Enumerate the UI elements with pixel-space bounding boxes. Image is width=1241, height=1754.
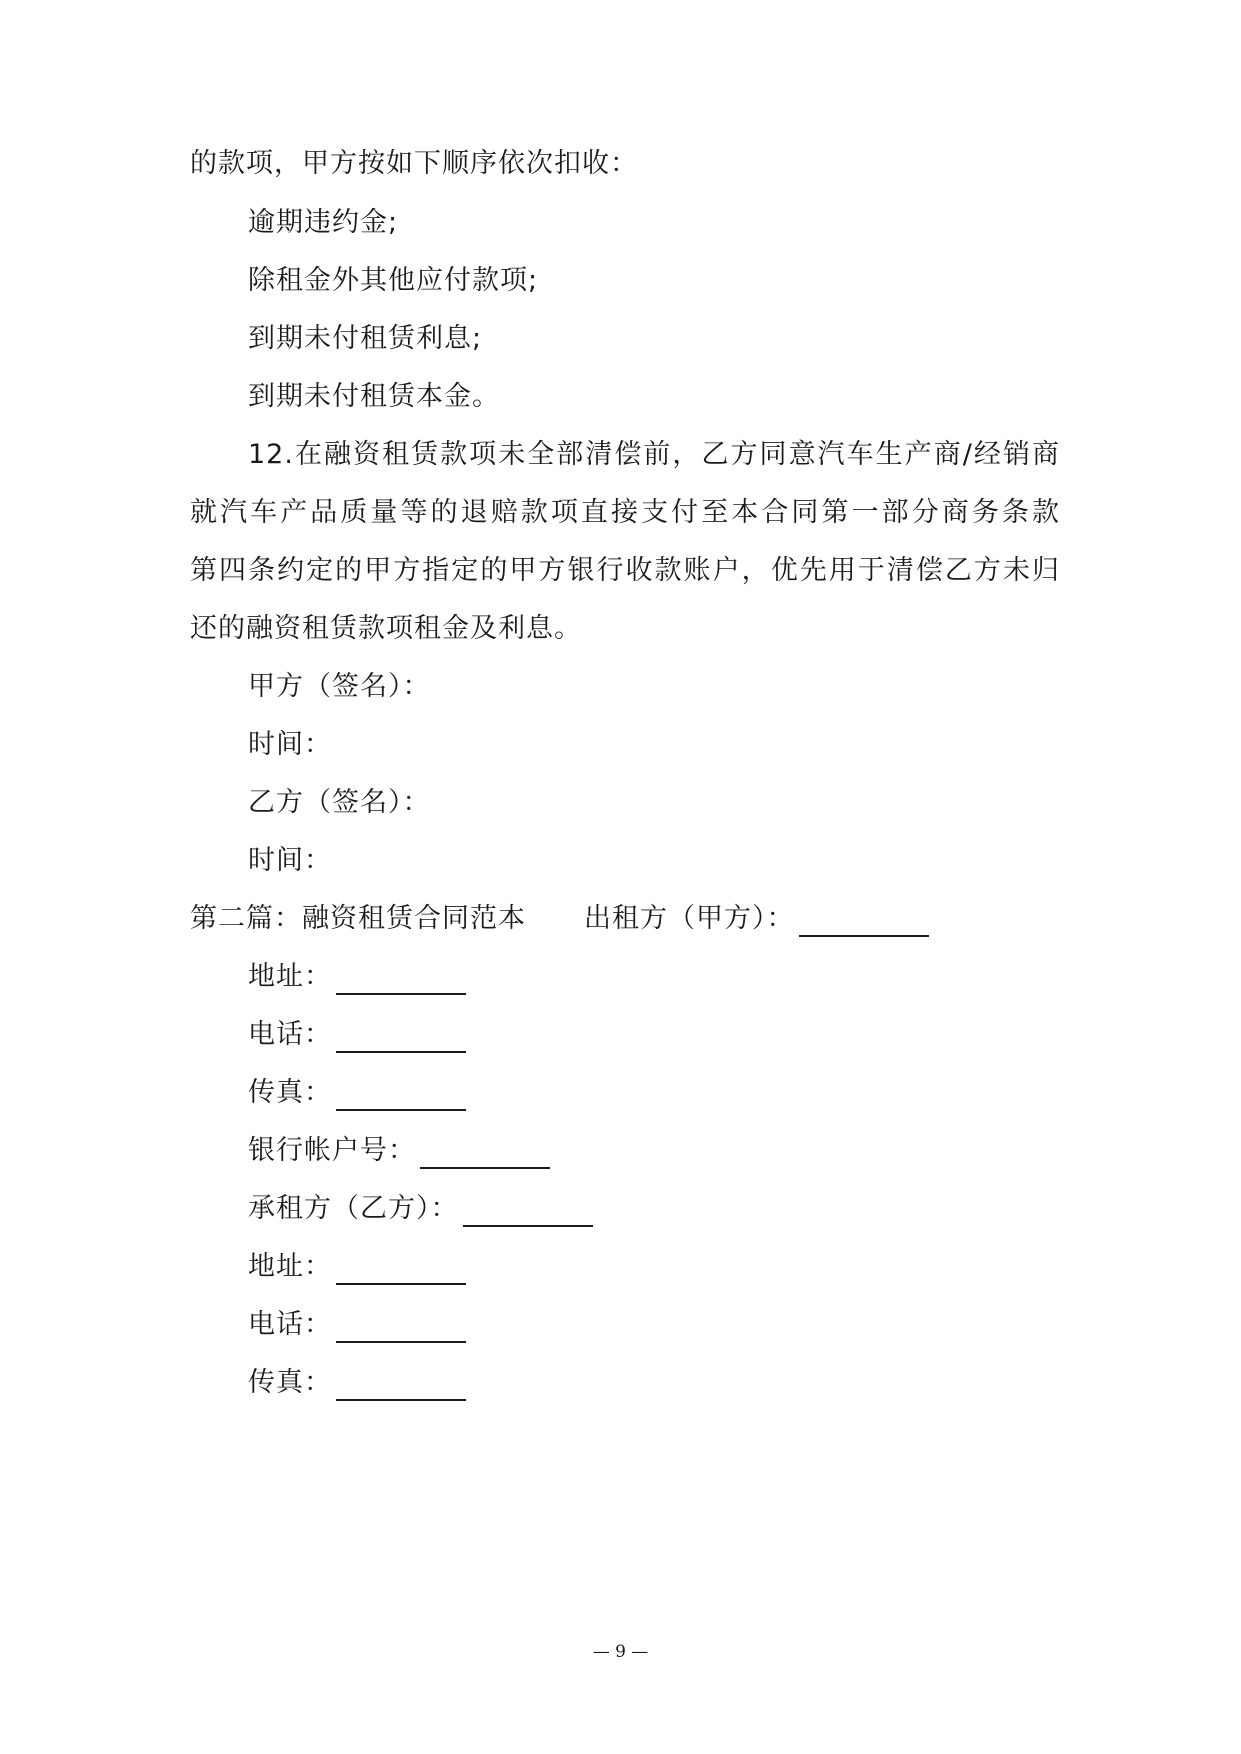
fill-blank: [336, 1079, 466, 1111]
fill-blank: [463, 1195, 593, 1227]
list-item: 到期未付租赁本金。: [248, 381, 500, 412]
field-label: 传真：: [248, 1077, 332, 1108]
fill-blank: [336, 963, 466, 995]
paragraph-12-line: 就汽车产品质量等的退赔款项直接支付至本合同第一部分商务条款: [190, 497, 1060, 528]
party-b-time: 时间：: [248, 845, 332, 876]
party-b-signature: 乙方（签名）：: [248, 787, 431, 818]
lessee-address-field: [248, 1249, 1060, 1285]
lessor-bank-account-field: [248, 1133, 1060, 1169]
party-a-time: 时间：: [248, 729, 332, 760]
fill-blank: [799, 905, 929, 937]
paragraph-12-line: 第四条约定的甲方指定的甲方银行收款账户，优先用于清偿乙方未归: [190, 555, 1060, 586]
field-label: 电话：: [248, 1309, 332, 1340]
lessor-address-field: [248, 959, 1060, 995]
lessee-phone-field: [248, 1307, 1060, 1343]
field-label: 电话：: [248, 1019, 332, 1050]
lessor-phone-field: [248, 1017, 1060, 1053]
list-item: 到期未付租赁利息;: [248, 323, 483, 354]
fill-blank: [420, 1137, 550, 1169]
fill-blank: [336, 1311, 466, 1343]
lessor-fax-field: [248, 1075, 1060, 1111]
lessee-label: 承租方（乙方）：: [248, 1193, 459, 1224]
fill-blank: [336, 1369, 466, 1401]
lessee-field: [248, 1191, 1060, 1227]
field-label: 传真：: [248, 1367, 332, 1398]
page-number: — 9 —: [592, 1642, 649, 1662]
paragraph-12-line: 12.在融资租赁款项未全部清偿前，乙方同意汽车生产商/经销商: [248, 439, 1060, 470]
field-label: 银行帐户号：: [248, 1135, 416, 1166]
fill-blank: [336, 1253, 466, 1285]
text-line: 的款项，甲方按如下顺序依次扣收：: [190, 148, 638, 179]
lessee-fax-field: [248, 1365, 1060, 1401]
lessor-label: 出租方（甲方）：: [584, 903, 795, 934]
field-label: 地址：: [248, 961, 332, 992]
field-label: 地址：: [248, 1251, 332, 1282]
party-a-signature: 甲方（签名）：: [248, 671, 431, 702]
second-contract-heading: [190, 901, 1060, 937]
second-contract-title: 第二篇：融资租赁合同范本: [190, 903, 526, 934]
list-item: 除租金外其他应付款项;: [248, 265, 539, 296]
fill-blank: [336, 1021, 466, 1053]
list-item: 逾期违约金;: [248, 207, 399, 238]
paragraph-12-line: 还的融资租赁款项租金及利息。: [190, 613, 582, 644]
